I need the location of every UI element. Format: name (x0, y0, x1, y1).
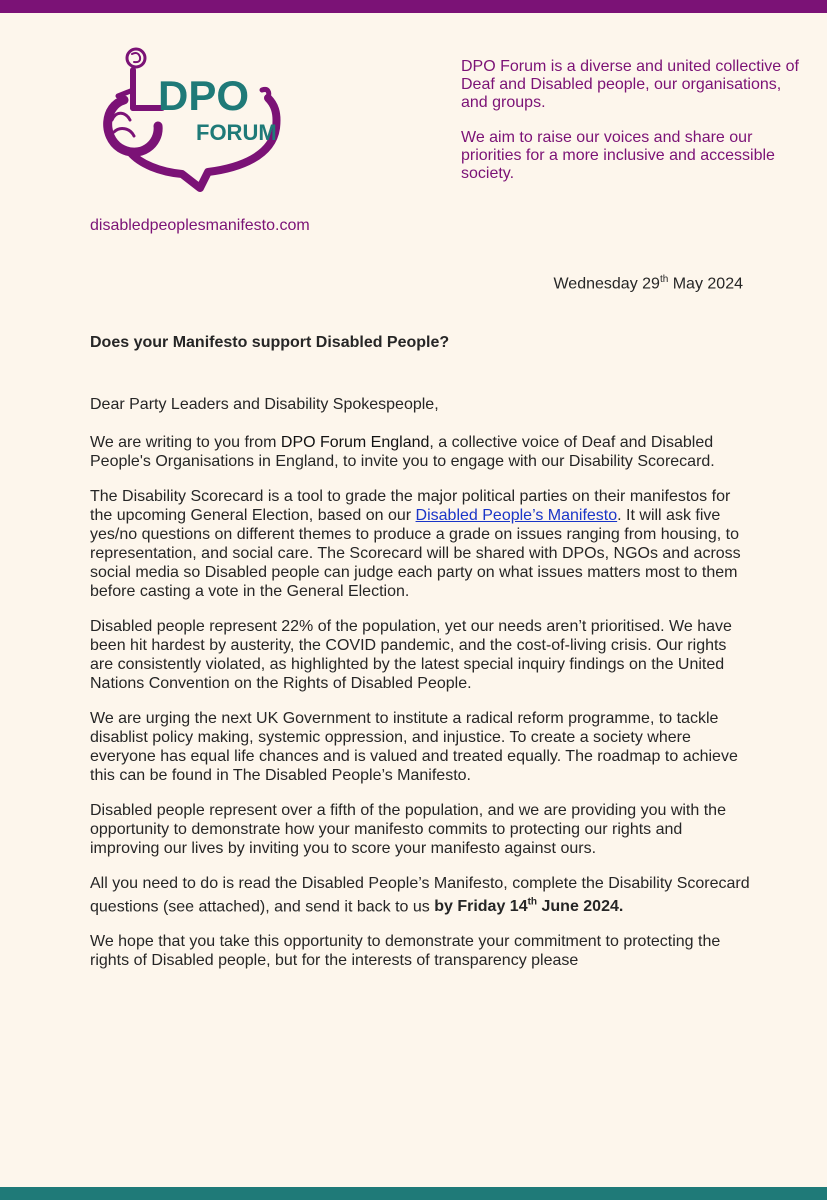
logo-word-dpo: DPO (158, 72, 250, 119)
letter-subject: Does your Manifesto support Disabled People? (90, 334, 450, 351)
paragraph-2 (90, 487, 750, 601)
intro-block (461, 58, 806, 200)
deadline-rest: June 2024. (537, 898, 624, 916)
paragraph-1 (90, 433, 750, 471)
paragraph-1-text-b: , a collective voice of Deaf and Disabled People's Organisations in England, to invite you to engage with our Disability Scorecard. (90, 434, 715, 470)
org-name: DPO Forum England (280, 434, 430, 451)
bottom-accent-bar (0, 1187, 827, 1200)
intro-paragraph-2: We aim to raise our voices and share our priorities for a more inclusive and accessible society. (461, 129, 775, 182)
date-day: Wednesday 29 (553, 275, 660, 293)
paragraph-2-text-b: . It will ask five yes/no questions on different themes to produce a grade on issues ranging from housing, to representation, and social care. The Scorecard will be shared with DPOs, NGOs and across social media so Disabled people can judge each party on what issues matters most to them before casting a vote in the General Election. (90, 507, 741, 600)
top-accent-bar (0, 0, 827, 13)
paragraph-5: Disabled people represent over a fifth of the population, and we are providing you with the opportunity to demonstrate how your manifesto commits to protecting our rights and improving our lives by inviting you to score your manifesto against ours. (90, 802, 726, 857)
paragraph-6 (90, 874, 750, 916)
salutation: Dear Party Leaders and Disability Spokespeople, (90, 396, 439, 413)
deadline-ordinal: th (527, 897, 538, 908)
paragraph-7: We hope that you take this opportunity to demonstrate your commitment to protecting the rights of Disabled people, but for the interests of transparency please (90, 933, 721, 970)
letter-date (553, 274, 743, 293)
paragraph-2-text-a: The Disability Scorecard is a tool to grade the major political parties on their manifestos for the upcoming General Election, based on our (90, 488, 731, 524)
website-link[interactable]: disabledpeoplesmanifesto.com (90, 217, 310, 234)
wheelchair-speech-bubble-icon (100, 40, 290, 200)
manifesto-link[interactable]: Disabled People’s Manifesto (415, 507, 618, 524)
paragraph-4: We are urging the next UK Government to institute a radical reform programme, to tackle disablist policy making, systemic oppression, and injustice. To create a society where everyone has equal life chances and is valued and treated equally. The roadmap to achieve this can be found in The Disabled People’s Manifesto. (90, 710, 738, 784)
deadline-day: by Friday 14 (434, 898, 528, 916)
dpo-forum-logo (100, 40, 290, 200)
paragraph-3: Disabled people represent 22% of the population, yet our needs aren’t prioritised. We have been hit hardest by austerity, the COVID pandemic, and the cost-of-living crisis. Our rights are consistently violated, as highlighted by the latest special inquiry findings on the United Nations Convention on the Rights of Disabled People. (90, 618, 732, 692)
date-ordinal: th (659, 274, 669, 285)
deadline (434, 898, 623, 915)
logo-word-forum: FORUM (196, 120, 277, 145)
date-rest: May 2024 (668, 275, 743, 293)
paragraph-1-text-a: We are writing to you from (90, 434, 281, 451)
intro-paragraph-1: DPO Forum is a diverse and united collective of Deaf and Disabled people, our organisations, and groups. (461, 58, 799, 111)
paragraph-6-text-a: All you need to do is read the Disabled People’s Manifesto, complete the Disability Scorecard questions (see attached), and send it back to us (90, 875, 750, 916)
letter-body (90, 395, 750, 986)
